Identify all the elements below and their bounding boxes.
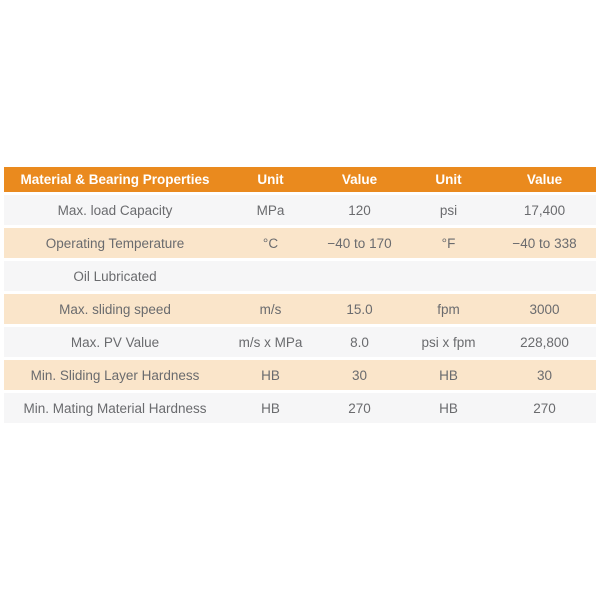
cell-unit-imperial (404, 261, 493, 291)
material-bearing-properties-table (4, 164, 596, 426)
cell-unit-imperial: psi x fpm (404, 327, 493, 357)
header-cell-value-metric: Value (315, 167, 404, 192)
table-row-max-load-capacity (4, 195, 596, 225)
cell-value-metric: 8.0 (315, 327, 404, 357)
cell-value-imperial: 17,400 (493, 195, 596, 225)
cell-value-metric: 270 (315, 393, 404, 423)
table-row-max-pv-value (4, 327, 596, 357)
cell-value-metric (315, 261, 404, 291)
cell-unit-metric: HB (226, 393, 315, 423)
cell-unit-imperial: psi (404, 195, 493, 225)
cell-unit-metric: MPa (226, 195, 315, 225)
cell-value-imperial: 270 (493, 393, 596, 423)
header-row (4, 167, 596, 192)
cell-value-imperial: 3000 (493, 294, 596, 324)
header-cell-value-imperial: Value (493, 167, 596, 192)
cell-unit-imperial: HB (404, 393, 493, 423)
cell-value-metric: 30 (315, 360, 404, 390)
cell-value-metric: 15.0 (315, 294, 404, 324)
cell-unit-metric (226, 261, 315, 291)
header-cell-unit-metric: Unit (226, 167, 315, 192)
cell-property: Min. Sliding Layer Hardness (4, 360, 226, 390)
cell-unit-imperial: HB (404, 360, 493, 390)
table-row-min-sliding-layer-hardness (4, 360, 596, 390)
header-cell-unit-imperial: Unit (404, 167, 493, 192)
cell-unit-imperial: °F (404, 228, 493, 258)
cell-value-metric: 120 (315, 195, 404, 225)
cell-property: Max. PV Value (4, 327, 226, 357)
cell-unit-metric: HB (226, 360, 315, 390)
table-row-operating-temperature (4, 228, 596, 258)
table-body (4, 195, 596, 423)
cell-value-imperial (493, 261, 596, 291)
cell-property: Max. sliding speed (4, 294, 226, 324)
table-row-oil-lubricated (4, 261, 596, 291)
cell-property: Min. Mating Material Hardness (4, 393, 226, 423)
table-header (4, 167, 596, 192)
cell-unit-metric: m/s x MPa (226, 327, 315, 357)
cell-property: Operating Temperature (4, 228, 226, 258)
cell-property: Oil Lubricated (4, 261, 226, 291)
cell-unit-metric: °C (226, 228, 315, 258)
cell-unit-imperial: fpm (404, 294, 493, 324)
header-cell-property: Material & Bearing Properties (4, 167, 226, 192)
cell-value-imperial: 30 (493, 360, 596, 390)
cell-value-imperial: 228,800 (493, 327, 596, 357)
cell-property: Max. load Capacity (4, 195, 226, 225)
cell-unit-metric: m/s (226, 294, 315, 324)
table-row-min-mating-material-hardness (4, 393, 596, 423)
cell-value-imperial: −40 to 338 (493, 228, 596, 258)
cell-value-metric: −40 to 170 (315, 228, 404, 258)
table-row-max-sliding-speed (4, 294, 596, 324)
